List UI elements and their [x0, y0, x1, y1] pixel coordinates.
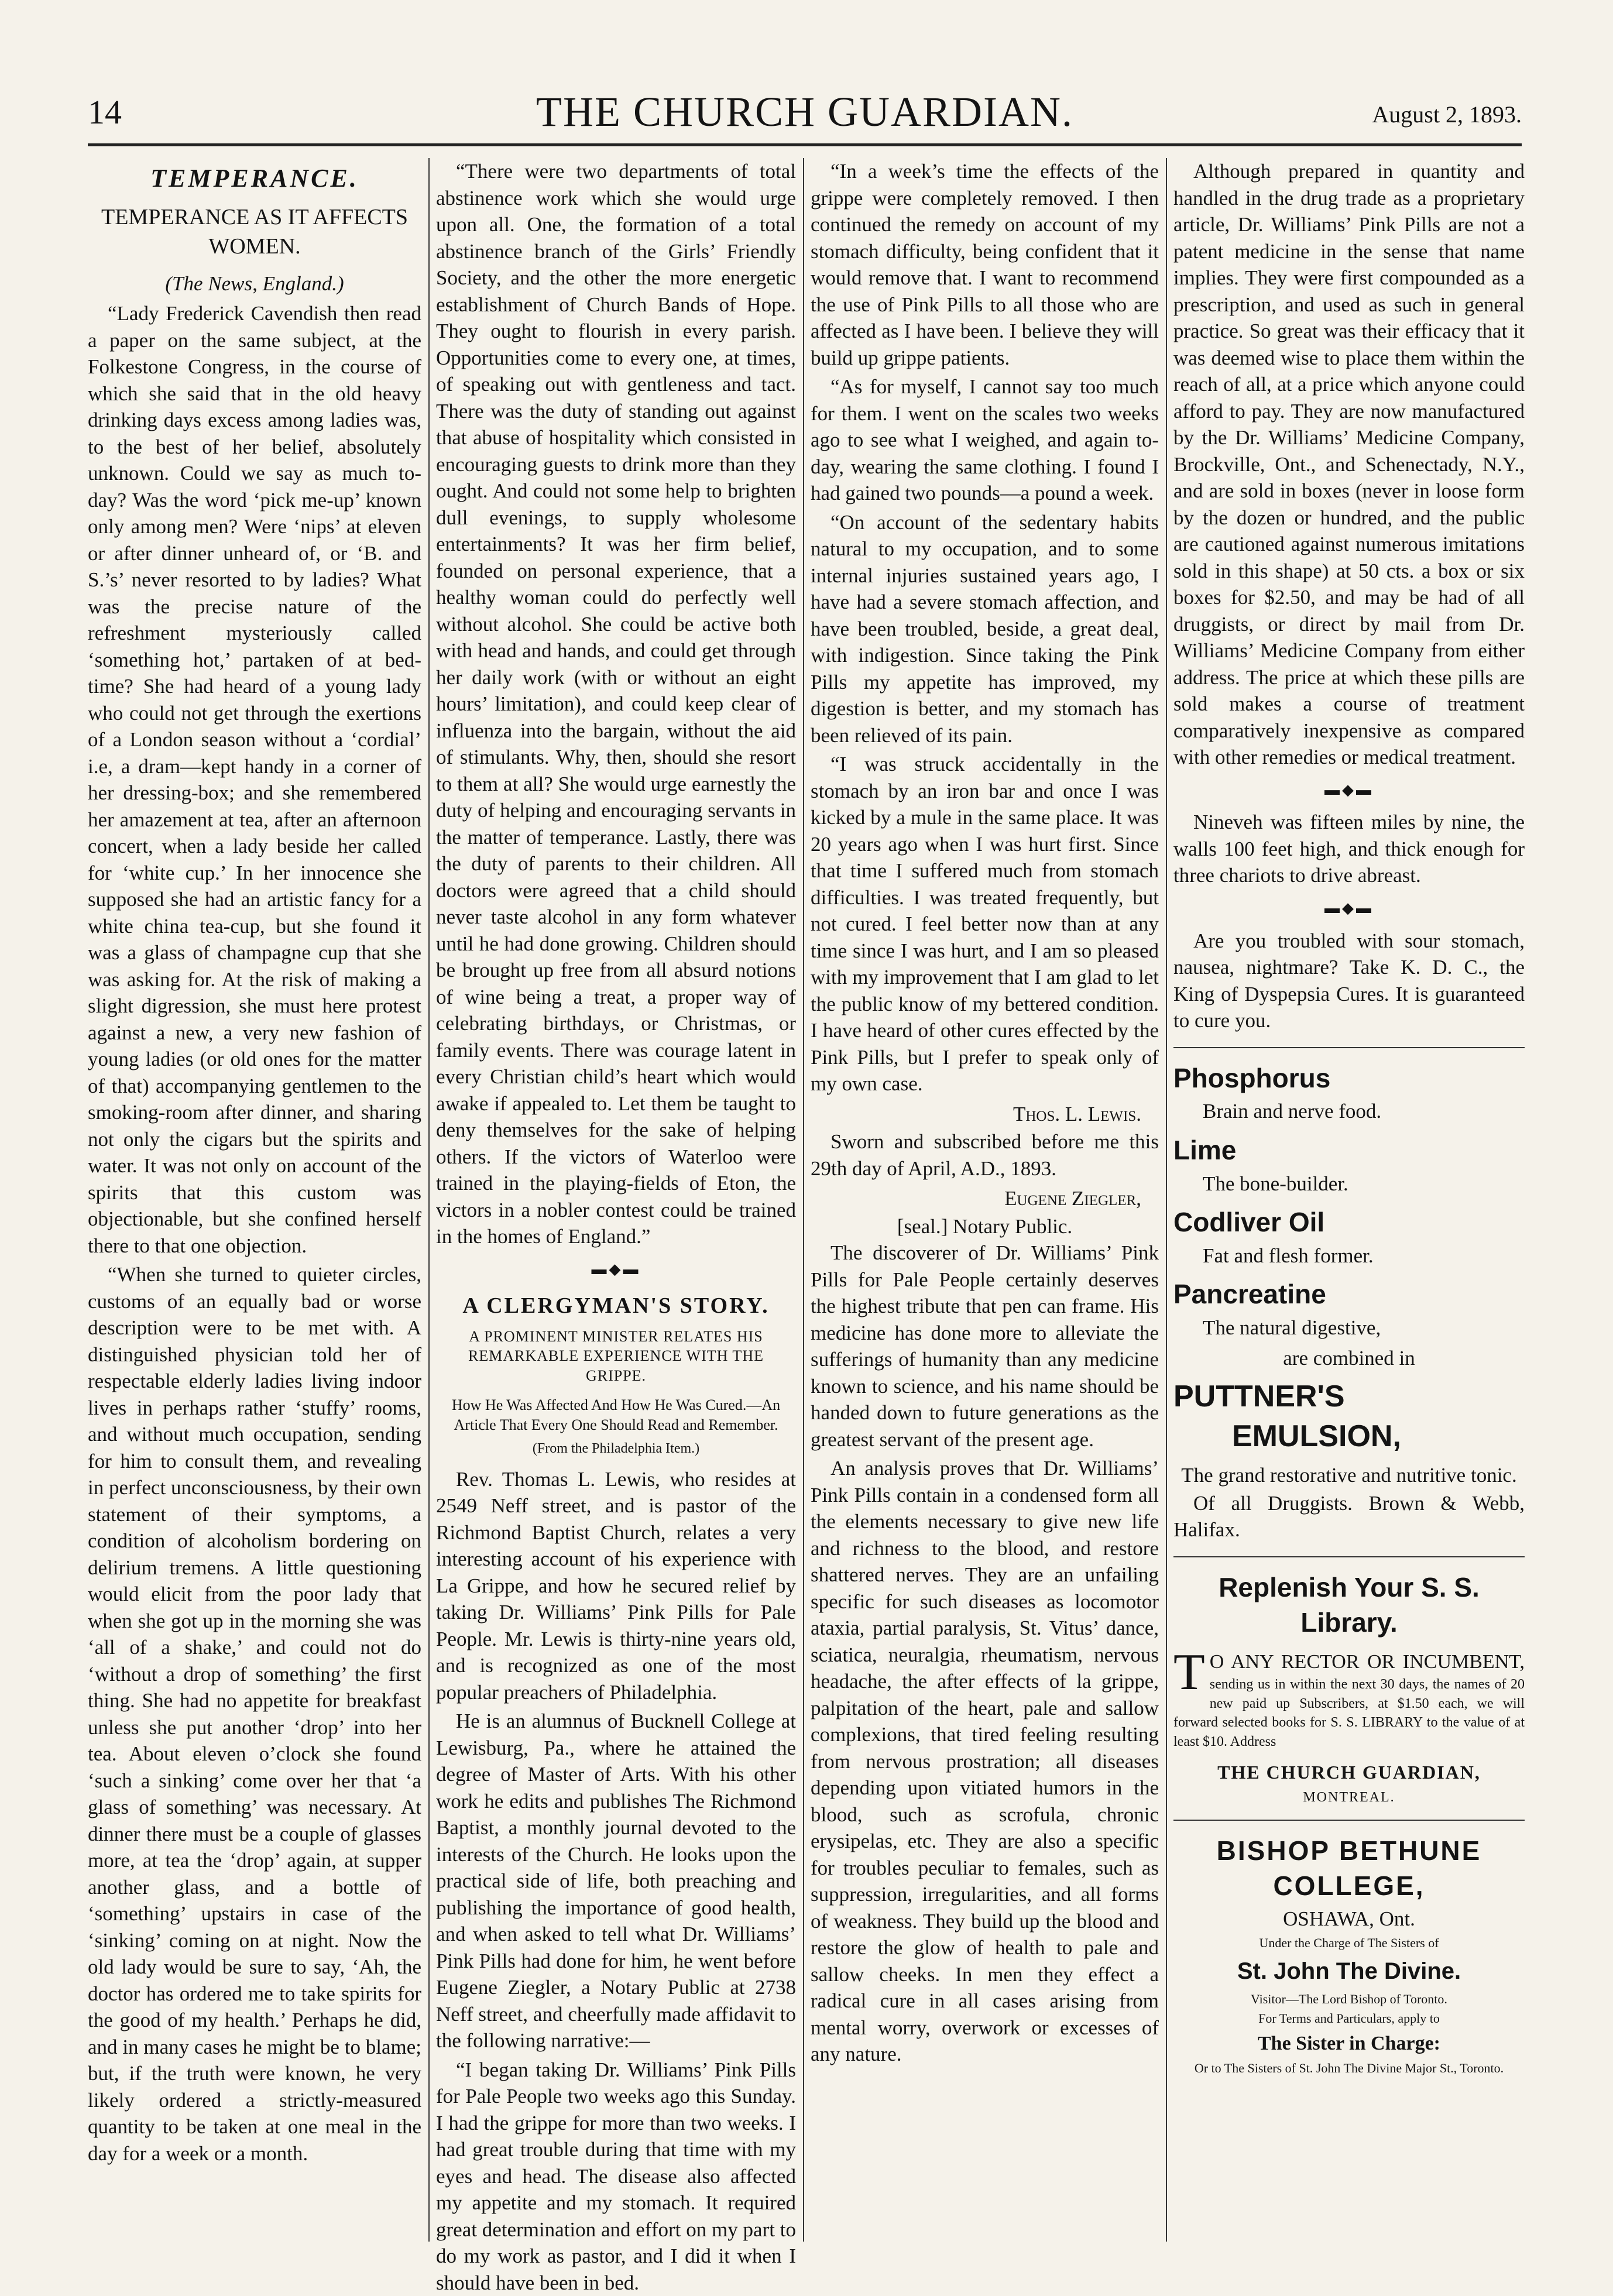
divider: [1173, 1820, 1525, 1821]
publisher-name: THE CHURCH GUARDIAN,: [1217, 1762, 1481, 1783]
library-advertisement: [1173, 1570, 1525, 1807]
brand-name: EMULSION,: [1232, 1419, 1401, 1453]
column-rule: [1166, 158, 1167, 2242]
order-name: St. John The Divine.: [1237, 1958, 1461, 1985]
column-rule: [803, 158, 804, 2242]
ad-item-name: Codliver Oil: [1173, 1207, 1325, 1238]
drop-cap: T: [1173, 1643, 1205, 1701]
ad-body: [1173, 1643, 1525, 1751]
filler-paragraph: Nineveh was fifteen miles by nine, the walls 100 feet high, and thick enough for three chariots to drive abreast.: [1173, 811, 1525, 887]
story-paragraph: “On account of the sedentary habits natural to my occupation, and to some internal injuries sustained years ago, I have had a severe stomach affection, and have been troubled, beside, a great deal, with indigestion. Since taking the Pink Pills my appetite has improved, my digestion is better, and my stomach has been relieved of its pain.: [811, 510, 1159, 747]
story-paragraph: Although prepared in quantity and handled in the drug trade as a proprietary article, Dr. Williams’ Pink Pills are not a patent medicine in the sense that name implies. They were first compounded as a prescription, and used as such in general practice. So great was their efficacy that it was deemed wise to place them within the reach of all, at a price which anyone could afford to pay. They are now manufactured by the Dr. Williams’ Medicine Company, Brockville, Ont., and Schenectady, N.Y., and are sold in boxes (never in loose form by the dozen or hundred, and the public are cautioned against numerous imitations sold in this shape) at 50 cts. a box or six boxes for $2.50, and may be had of all druggists, or direct by mail from Dr. Williams’ Medicine Company from either address. The price at which these pills are sold makes a course of treatment comparatively inexpensive as compared with other remedies or medical treatment.: [1173, 160, 1525, 768]
column-2: [436, 158, 796, 2294]
story-paragraph: “In a week’s time the effects of the grippe were completely removed. I then continued the remedy on account of my stomach difficulty, being confident that it would remove that. I want to recommend the use of Pink Pills to all those who are affected as I have been. I believe they will build up grippe patients.: [811, 160, 1159, 369]
masthead: [88, 88, 1522, 146]
newspaper-title: THE CHURCH GUARDIAN.: [536, 88, 1073, 135]
article-paragraph: “When she turned to quieter circles, customs of an equally bad or worse description were to be met with. A distinguished physician told her of respectable elderly ladies living indoor lives in perhaps rather ‘stuffy’ rooms, and without much occupation, sending for him to consult them, and revealing in perfect unconsciousness, by their own statement of their symptoms, a condition of alcoholism bordering on delirium tremens. A little questioning would elicit from the poor lady that when she got up in the morning she was ‘all of a shake,’ and could not do ‘without a drop of something’ the first thing. She had no appetite for breakfast unless she put another ‘drop’ into her tea. About eleven o’clock she found ‘such a sinking’ come over her that ‘a glass of something’ was necessary. At dinner there must be a couple of glasses more, at tea the ‘drop’ again, at supper another glass, and a bottle of ‘something’ upstairs in case of the ‘sinking’ coming on at night. Now the old lady would be sure to say, ‘Ah, the doctor has ordered me to take spirits for the good of my health.’ Perhaps he did, and in many cases he might be to blame; but, if the truth were known, he very likely ordered a strictly-measured quantity to be taken at one meal in the day for a week or a month.: [88, 1263, 421, 2165]
ornament-divider: ▬◆▬: [591, 1260, 641, 1278]
section-title: TEMPERANCE.: [150, 164, 359, 193]
brand-name: PUTTNER'S: [1173, 1379, 1345, 1414]
story-title: A CLERGYMAN'S STORY.: [462, 1293, 770, 1319]
terms-line: For Terms and Particulars, apply to: [1258, 2011, 1440, 2026]
ad-item-desc: Brain and nerve food.: [1203, 1100, 1382, 1123]
column-4: [1173, 158, 1525, 2242]
ad-item-desc: The natural digestive,: [1203, 1316, 1381, 1340]
ad-footer: Of all Druggists. Brown & Webb, Halifax.: [1173, 1491, 1525, 1542]
column-3: [811, 158, 1159, 2242]
divider: [1173, 1047, 1525, 1048]
ad-tagline: The grand restorative and nutritive tonic.: [1181, 1464, 1517, 1487]
ad-item-desc: The bone-builder.: [1203, 1172, 1348, 1195]
article-heading: TEMPERANCE AS IT AFFECTS WOMEN.: [101, 205, 409, 259]
article-paragraph: “There were two departments of total abstinence work which she would urge upon all. One, the formation of a total abstinence branch of the Girls’ Friendly Society, and the other the more energetic establishment of Church Bands of Hope. They ought to flourish in every parish. Opportunities come to every one, at times, of speaking out with gentleness and tact. There was the duty of standing out against that abuse of hospitality which consisted in encouraging guests to drink more than they ought. And could not some help to brighten dull evenings, to supply wholesome entertainments? It was her firm belief, founded on personal experience, that a healthy woman could do perfectly well without alcohol. She could be active both with head and hands, and could get through her daily work (with or without an eight hours’ limitation), and could keep clear of influenza into the bargain, without the aid of stimulants. Why, then, should she resort to them at all? She would urge earnestly the duty of helping and encouraging servants in the matter of temperance. Lastly, there was the duty of parents to their children. All doctors were agreed that a child should never taste alcohol in any form whatever until he had done growing. Children should be brought up free from all absurd notions of wine being a treat, a proper way of celebrating birthdays, or Christmas, or family events. There was courage latent in every Christian child’s heart which would awake if appealed to. Let them be taught to deny themselves for the sake of helping others. If the victors of Waterloo were trained in the playing-fields of Eton, the victors in a nobler contest could be trained in the homes of England.”: [436, 160, 796, 1248]
story-paragraph: He is an alumnus of Bucknell College at Lewisburg, Pa., where he attained the degree of Master of Arts. With his other work he edits and publishes The Richmond Baptist, a monthly journal devoted to the interests of the Church. He looks upon the practical side of life, both preaching and publishing the importance of good health, and when asked to tell what Dr. Williams’ Pink Pills had done for him, he went before Eugene Ziegler, a Notary Public at 2738 Neff street, and cheerfully made affidavit to the following narrative:—: [436, 1710, 796, 2053]
seal-line: [seal.] Notary Public.: [897, 1214, 1073, 1238]
ad-combined: are combined in: [1283, 1346, 1415, 1370]
ad-lead: O ANY RECTOR OR INCUMBENT,: [1209, 1650, 1525, 1673]
ornament-divider: ▬◆▬: [1324, 899, 1374, 917]
ad-item-name: Phosphorus: [1173, 1062, 1331, 1093]
story-source: (From the Philadelphia Item.): [532, 1440, 700, 1456]
ad-item-name: Pancreatine: [1173, 1279, 1326, 1310]
college-name: BISHOP BETHUNE COLLEGE,: [1216, 1835, 1482, 1901]
ad-item-desc: Fat and flesh former.: [1203, 1244, 1374, 1267]
story-paragraph: “I began taking Dr. Williams’ Pink Pills for Pale People two weeks ago this Sunday. I had the grippe for more than two weeks. I had great trouble during that time with my eyes and head. The disease also affected my appetite and my stomach. It required great determination and effort on my part to do my work as pastor, and I did it when I should have been in bed.: [436, 2058, 796, 2294]
column-rule: [428, 158, 430, 2242]
story-paragraph: “I was struck accidentally in the stomach by an iron bar and once I was kicked by a mule in the same place. It was 20 years ago when I was hurt first. Since that time I suffered much from stomach difficulties. I was treated frequently, but not cured. I feel better now than at any time since I was hurt, and I am so pleased with my improvement that I am glad to let the public know of my bettered condition. I have heard of other cures effected by the Pink Pills, but I prefer to speak only of my own case.: [811, 753, 1159, 1095]
publisher-city: MONTREAL.: [1303, 1789, 1395, 1805]
issue-date: August 2, 1893.: [1372, 101, 1522, 128]
story-subdeck: How He Was Affected And How He Was Cured.—An Article That Every One Should Read and Remember.: [451, 1396, 781, 1433]
story-paragraph: An analysis proves that Dr. Williams’ Pink Pills contain in a condensed form all the elements necessary to give new life and richness to the blood, and restore shattered nerves. They are an unfailing specific for such diseases as locomotor ataxia, partial paralysis, St. Vitus’ dance, sciatica, neuralgia, rheumatism, nervous headache, the after effects of la grippe, palpitation of the heart, pale and sallow complexions, that tired feeling resulting from nervous prostration; all diseases depending upon vitiated humors in the blood, such as scrofula, chronic erysipelas, etc. They are also a specific for troubles peculiar to females, such as suppression, irregularities, and all forms of weakness. They build up the blood and restore the glow of health to pale and sallow cheeks. In men they effect a radical cure in all cases arising from mental worry, overwork or excesses of any nature.: [811, 1457, 1159, 2065]
filler-paragraph: Are you troubled with sour stomach, nausea, nightmare? Take K. D. C., the King of Dyspepsia Cures. It is guaranteed to cure you.: [1173, 929, 1525, 1032]
article-source: (The News, England.): [165, 272, 344, 295]
puttner-advertisement: [1173, 1061, 1525, 1543]
college-location: OSHAWA, Ont.: [1283, 1907, 1415, 1931]
story-paragraph: The discoverer of Dr. Williams’ Pink Pills for Pale People certainly deserves the highest tribute that pen can frame. His medicine has done more to alleviate the sufferings of humanity than any medicine known to science, and his name should be handed down to future generations as the greatest servant of the present age.: [811, 1241, 1159, 1451]
divider: [1173, 1556, 1525, 1557]
notary-name: Eugene Ziegler,: [1004, 1187, 1141, 1210]
charge-line: Under the Charge of The Sisters of: [1259, 1935, 1439, 1950]
ornament-divider: ▬◆▬: [1324, 781, 1374, 798]
ad-body-text: sending us in within the next 30 days, the names of 20 new paid up Subscribers, at $1.50 each, we will forward selected books for S. S. LIBRARY to the value of at least $10. Address: [1173, 1677, 1525, 1749]
column-1: [88, 158, 421, 2242]
visitor-line: Visitor—The Lord Bishop of Toronto.: [1251, 1992, 1447, 2007]
story-paragraph: Rev. Thomas L. Lewis, who resides at 2549 Neff street, and is pastor of the Richmond Baptist Church, relates a very interesting account of his experience with La Grippe, and how he secured relief by taking Dr. Williams’ Pink Pills for Pale People. Mr. Lewis is thirty-nine years old, and is recognized as one of the most popular preachers of Philadelphia.: [436, 1467, 796, 1704]
page-number: 14: [88, 93, 122, 131]
article-paragraph: “Lady Frederick Cavendish then read a paper on the same subject, at the Folkestone Congress, in the course of which she said that in the old heavy drinking days excess among ladies was, to the best of her belief, absolutely unknown. Could we say as much to-day? Was the word ‘pick me-up’ known only among men? Were ‘nips’ at eleven or after dinner unheard of, or ‘B. and S.’s’ never resorted to by ladies? What was the precise nature of the refreshment mysteriously called ‘something hot,’ partaken of at bed-time? She had heard of a young lady who could not get through the exertions of a London season without a ‘cordial’ i.e, a dram—kept handy in a corner of her dressing-box; and she remembered her amazement at tea, after an afternoon concert, when a lady beside her called for ‘white cup.’ In her innocence she supposed she had an artistic fancy for a white china tea-cup, but she found it was a glass of champagne cup that she was asking for. At the risk of making a slight digression, she must here protest against a new, a very new fashion of young ladies (or old ones for the matter of that) accompanying gentlemen to the smoking-room after dinner, and sharing not only the cigars but the spirits and water. It was not only on account of the spirits that this custom was objectionable, but she confined herself there to that one objection.: [88, 302, 421, 1257]
signature: Thos. L. Lewis.: [1013, 1102, 1141, 1125]
ad-title: Replenish Your S. S. Library.: [1219, 1571, 1480, 1638]
bishop-advertisement: [1173, 1834, 1525, 2077]
story-paragraph: “As for myself, I cannot say too much for them. I went on the scales two weeks ago to see what I weighed, and again to-day, wearing the same clothing. I found I had gained two pounds—a pound a week.: [811, 375, 1159, 504]
story-deck: A PROMINENT MINISTER RELATES HIS REMARKABLE EXPERIENCE WITH THE GRIPPE.: [468, 1327, 764, 1385]
ad-item-name: Lime: [1173, 1134, 1237, 1165]
sworn-statement: Sworn and subscribed before me this 29th day of April, A.D., 1893.: [811, 1130, 1159, 1180]
address-line: Or to The Sisters of St. John The Divine Major St., Toronto.: [1194, 2060, 1504, 2075]
contact-line: The Sister in Charge:: [1258, 2032, 1440, 2054]
